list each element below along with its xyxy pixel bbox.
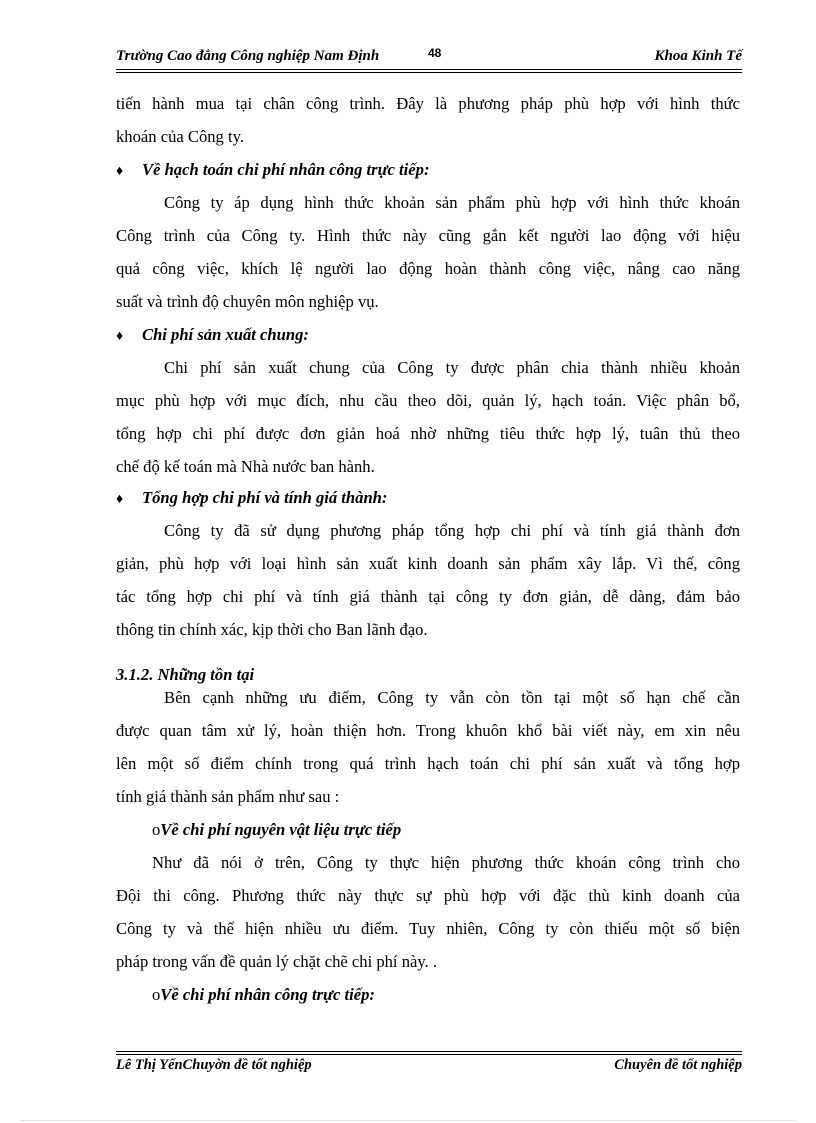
p5-line-3: lên một số điểm chính trong quá trình hạch toán chi phí sản xuất và tổng hợp	[116, 754, 740, 773]
p2-line-2: Công trình của Công ty. Hình thức này cũng gắn kết người lao động với hiệu	[116, 226, 740, 245]
p2-line-3: quả công việc, khích lệ người lao động hoàn thành công việc, nâng cao năng	[116, 259, 740, 278]
diamond-bullet-icon: ♦	[116, 329, 124, 344]
footer-title: Chuyên đề tốt nghiệp	[614, 1057, 742, 1073]
p2-line-4: suất và trình độ chuyên môn nghiệp vụ.	[116, 292, 379, 311]
subheading-materials	[152, 820, 776, 840]
p4-line-4: thông tin chính xác, kịp thời cho Ban lãnh đạo.	[116, 620, 428, 639]
header-faculty: Khoa Kinh Tế	[654, 48, 742, 64]
p3-line-2: mục phù hợp với mục đích, nhu cầu theo dõi, quản lý, hạch toán. Việc phân bổ,	[116, 391, 740, 410]
heading-direct-labor	[116, 160, 740, 180]
p1-line-1: tiến hành mua tại chân công trình. Đây là phương pháp phù hợp với hình thức	[116, 94, 740, 113]
p5-line-1: Bên cạnh những ưu điểm, Công ty vẫn còn tồn tại một số hạn chế cần	[164, 688, 740, 707]
p4-line-3: tác tổng hợp chi phí và tính giá thành tại công ty đơn giản, dễ dàng, đảm bảo	[116, 587, 740, 606]
subheading-labor-text: Về chi phí nhân công trực tiếp:	[160, 985, 375, 1004]
diamond-bullet-icon: ♦	[116, 492, 124, 507]
p4-line-2: giản, phù hợp với loại hình sản xuất kinh doanh sản phẩm xây lắp. Vì thế, công	[116, 554, 740, 573]
heading-direct-labor-text: Về hạch toán chi phí nhân công trực tiếp:	[142, 160, 430, 179]
p6-line-3: Công ty và thể hiện nhiều ưu điểm. Tuy nhiên, Công ty còn thiếu một số biện	[116, 919, 740, 938]
subheading-labor	[152, 985, 776, 1005]
header-school: Trường Cao đẳng Công nghiệp Nam Định	[116, 48, 380, 64]
heading-general-costs-text: Chi phí sản xuất chung:	[142, 325, 309, 344]
page-bottom-edge	[20, 1120, 796, 1121]
circle-bullet-icon: o	[152, 820, 161, 839]
diamond-bullet-icon: ♦	[116, 164, 124, 179]
heading-cost-aggregation-text: Tổng hợp chi phí và tính giá thành:	[142, 488, 388, 507]
header-rule	[116, 69, 742, 70]
p6-line-2: Đội thi công. Phương thức này thực sự phù hợp với đặc thù kinh doanh của	[116, 886, 740, 905]
page-number: 48	[428, 46, 442, 60]
p2-line-1: Công ty áp dụng hình thức khoản sản phẩm phù hợp với hình thức khoán	[164, 193, 740, 212]
header-rule-2	[116, 72, 742, 73]
p4-line-1: Công ty đã sử dụng phương pháp tổng hợp chi phí và tính giá thành đơn	[164, 521, 740, 540]
p5-line-2: được quan tâm xử lý, hoàn thiện hơn. Trong khuôn khổ bài viết này, em xin nêu	[116, 721, 740, 740]
p3-line-3: tổng hợp chi phí được đơn giản hoá nhờ những tiêu thức hợp lý, tuân thủ theo	[116, 424, 740, 443]
heading-cost-aggregation	[116, 488, 740, 508]
p6-line-1: Như đã nói ở trên, Công ty thực hiện phương thức khoán công trình cho	[152, 853, 740, 872]
footer-rule-2	[116, 1054, 742, 1055]
circle-bullet-icon: o	[152, 985, 161, 1004]
p3-line-1: Chi phí sản xuất chung của Công ty được phân chia thành nhiều khoản	[164, 358, 740, 377]
footer-author: Lê Thị YếnChuyờn đề tốt nghiệp	[116, 1057, 312, 1073]
footer-rule	[116, 1051, 742, 1052]
heading-general-costs	[116, 325, 740, 345]
p3-line-4: chế độ kế toán mà Nhà nước ban hành.	[116, 457, 375, 476]
section-heading: 3.1.2. Những tồn tại	[116, 665, 255, 684]
p5-line-4: tính giá thành sản phẩm như sau :	[116, 787, 340, 806]
p6-line-4: pháp trong vấn đề quản lý chặt chẽ chi phí này. .	[116, 952, 438, 971]
page-footer	[116, 1057, 742, 1077]
p1-line-2: khoán của Công ty.	[116, 127, 244, 146]
page-header	[116, 47, 742, 69]
subheading-materials-text: Về chi phí nguyên vật liệu trực tiếp	[160, 820, 402, 839]
